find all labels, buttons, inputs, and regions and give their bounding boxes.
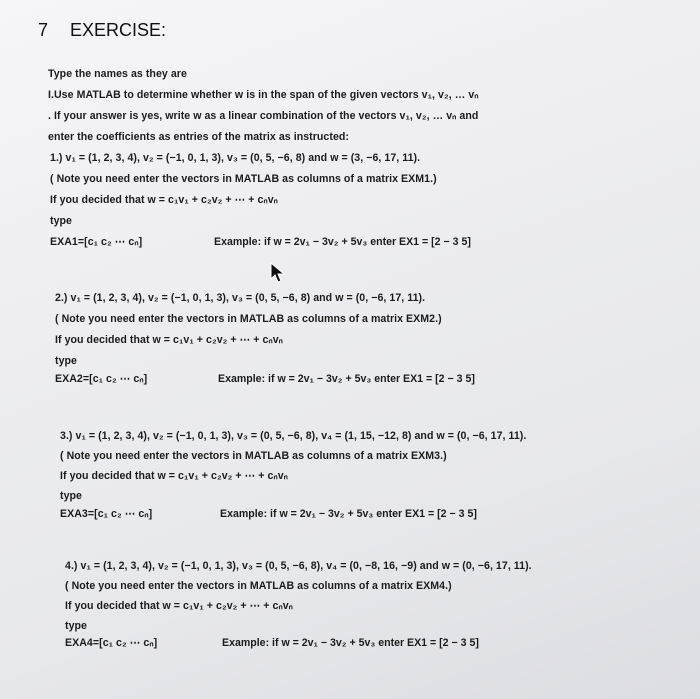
problem-4-decided: If you decided that w = c₁v₁ + c₂v₂ + ⋯ + cₙvₙ: [65, 600, 293, 612]
problem-3-note: ( Note you need enter the vectors in MATLAB as columns of a matrix EXM3.): [60, 450, 447, 462]
problem-2-type: type: [55, 355, 77, 367]
problem-3-vectors: 3.) v₁ = (1, 2, 3, 4), v₂ = (−1, 0, 1, 3), v₃ = (0, 5, −6, 8), v₄ = (1, 15, −12, 8) and w = (0, −6, 17, 11).: [60, 430, 527, 442]
problem-1-example: Example: if w = 2v₁ − 3v₂ + 5v₃ enter EX1 = [2 − 3 5]: [214, 236, 471, 248]
problem-3-matrix: EXA3=[c₁ c₂ ⋯ cₙ]: [60, 508, 153, 520]
problem-2-note: ( Note you need enter the vectors in MATLAB as columns of a matrix EXM2.): [55, 313, 442, 325]
exercise-number: 7: [38, 20, 49, 40]
problem-4-matrix: EXA4=[c₁ c₂ ⋯ cₙ]: [65, 637, 158, 649]
exercise-heading: [38, 20, 166, 41]
problem-2-example: Example: if w = 2v₁ − 3v₂ + 5v₃ enter EX1 = [2 − 3 5]: [218, 373, 475, 385]
problem-2-vectors: 2.) v₁ = (1, 2, 3, 4), v₂ = (−1, 0, 1, 3), v₃ = (0, 5, −6, 8) and w = (0, −6, 17, 11).: [55, 292, 426, 304]
mouse-cursor-icon: [270, 262, 286, 284]
problem-4-type: type: [65, 620, 87, 632]
problem-3-decided: If you decided that w = c₁v₁ + c₂v₂ + ⋯ + cₙvₙ: [60, 470, 288, 482]
exercise-title: EXERCISE:: [70, 20, 167, 40]
problem-1-matrix: EXA1=[c₁ c₂ ⋯ cₙ]: [50, 236, 143, 248]
problem-2-decided: If you decided that w = c₁v₁ + c₂v₂ + ⋯ + cₙvₙ: [55, 334, 283, 346]
problem-1-vectors: 1.) v₁ = (1, 2, 3, 4), v₂ = (−1, 0, 1, 3), v₃ = (0, 5, −6, 8) and w = (3, −6, 17, 11).: [50, 152, 421, 164]
problem-4-note: ( Note you need enter the vectors in MATLAB as columns of a matrix EXM4.): [65, 580, 452, 592]
problem-4-vectors: 4.) v₁ = (1, 2, 3, 4), v₂ = (−1, 0, 1, 3), v₃ = (0, 5, −6, 8), v₄ = (0, −8, 16, −9) and w = (0, −6, 17, 11).: [65, 560, 532, 572]
problem-2-matrix: EXA2=[c₁ c₂ ⋯ cₙ]: [55, 373, 148, 385]
intro-line-2: I.Use MATLAB to determine whether w is in the span of the given vectors v₁, v₂, … vₙ: [48, 89, 479, 101]
problem-4-example: Example: if w = 2v₁ − 3v₂ + 5v₃ enter EX1 = [2 − 3 5]: [222, 637, 479, 649]
problem-1-note: ( Note you need enter the vectors in MATLAB as columns of a matrix EXM1.): [50, 173, 437, 185]
problem-3-example: Example: if w = 2v₁ − 3v₂ + 5v₃ enter EX1 = [2 − 3 5]: [220, 508, 477, 520]
problem-3-type: type: [60, 490, 82, 502]
problem-1-decided: If you decided that w = c₁v₁ + c₂v₂ + ⋯ + cₙvₙ: [50, 194, 278, 206]
intro-line-1: Type the names as they are: [48, 68, 187, 80]
intro-line-4: enter the coefficients as entries of the matrix as instructed:: [48, 131, 349, 143]
problem-1-type: type: [50, 215, 72, 227]
intro-line-3: . If your answer is yes, write w as a linear combination of the vectors v₁, v₂, … vₙ and: [48, 110, 479, 122]
